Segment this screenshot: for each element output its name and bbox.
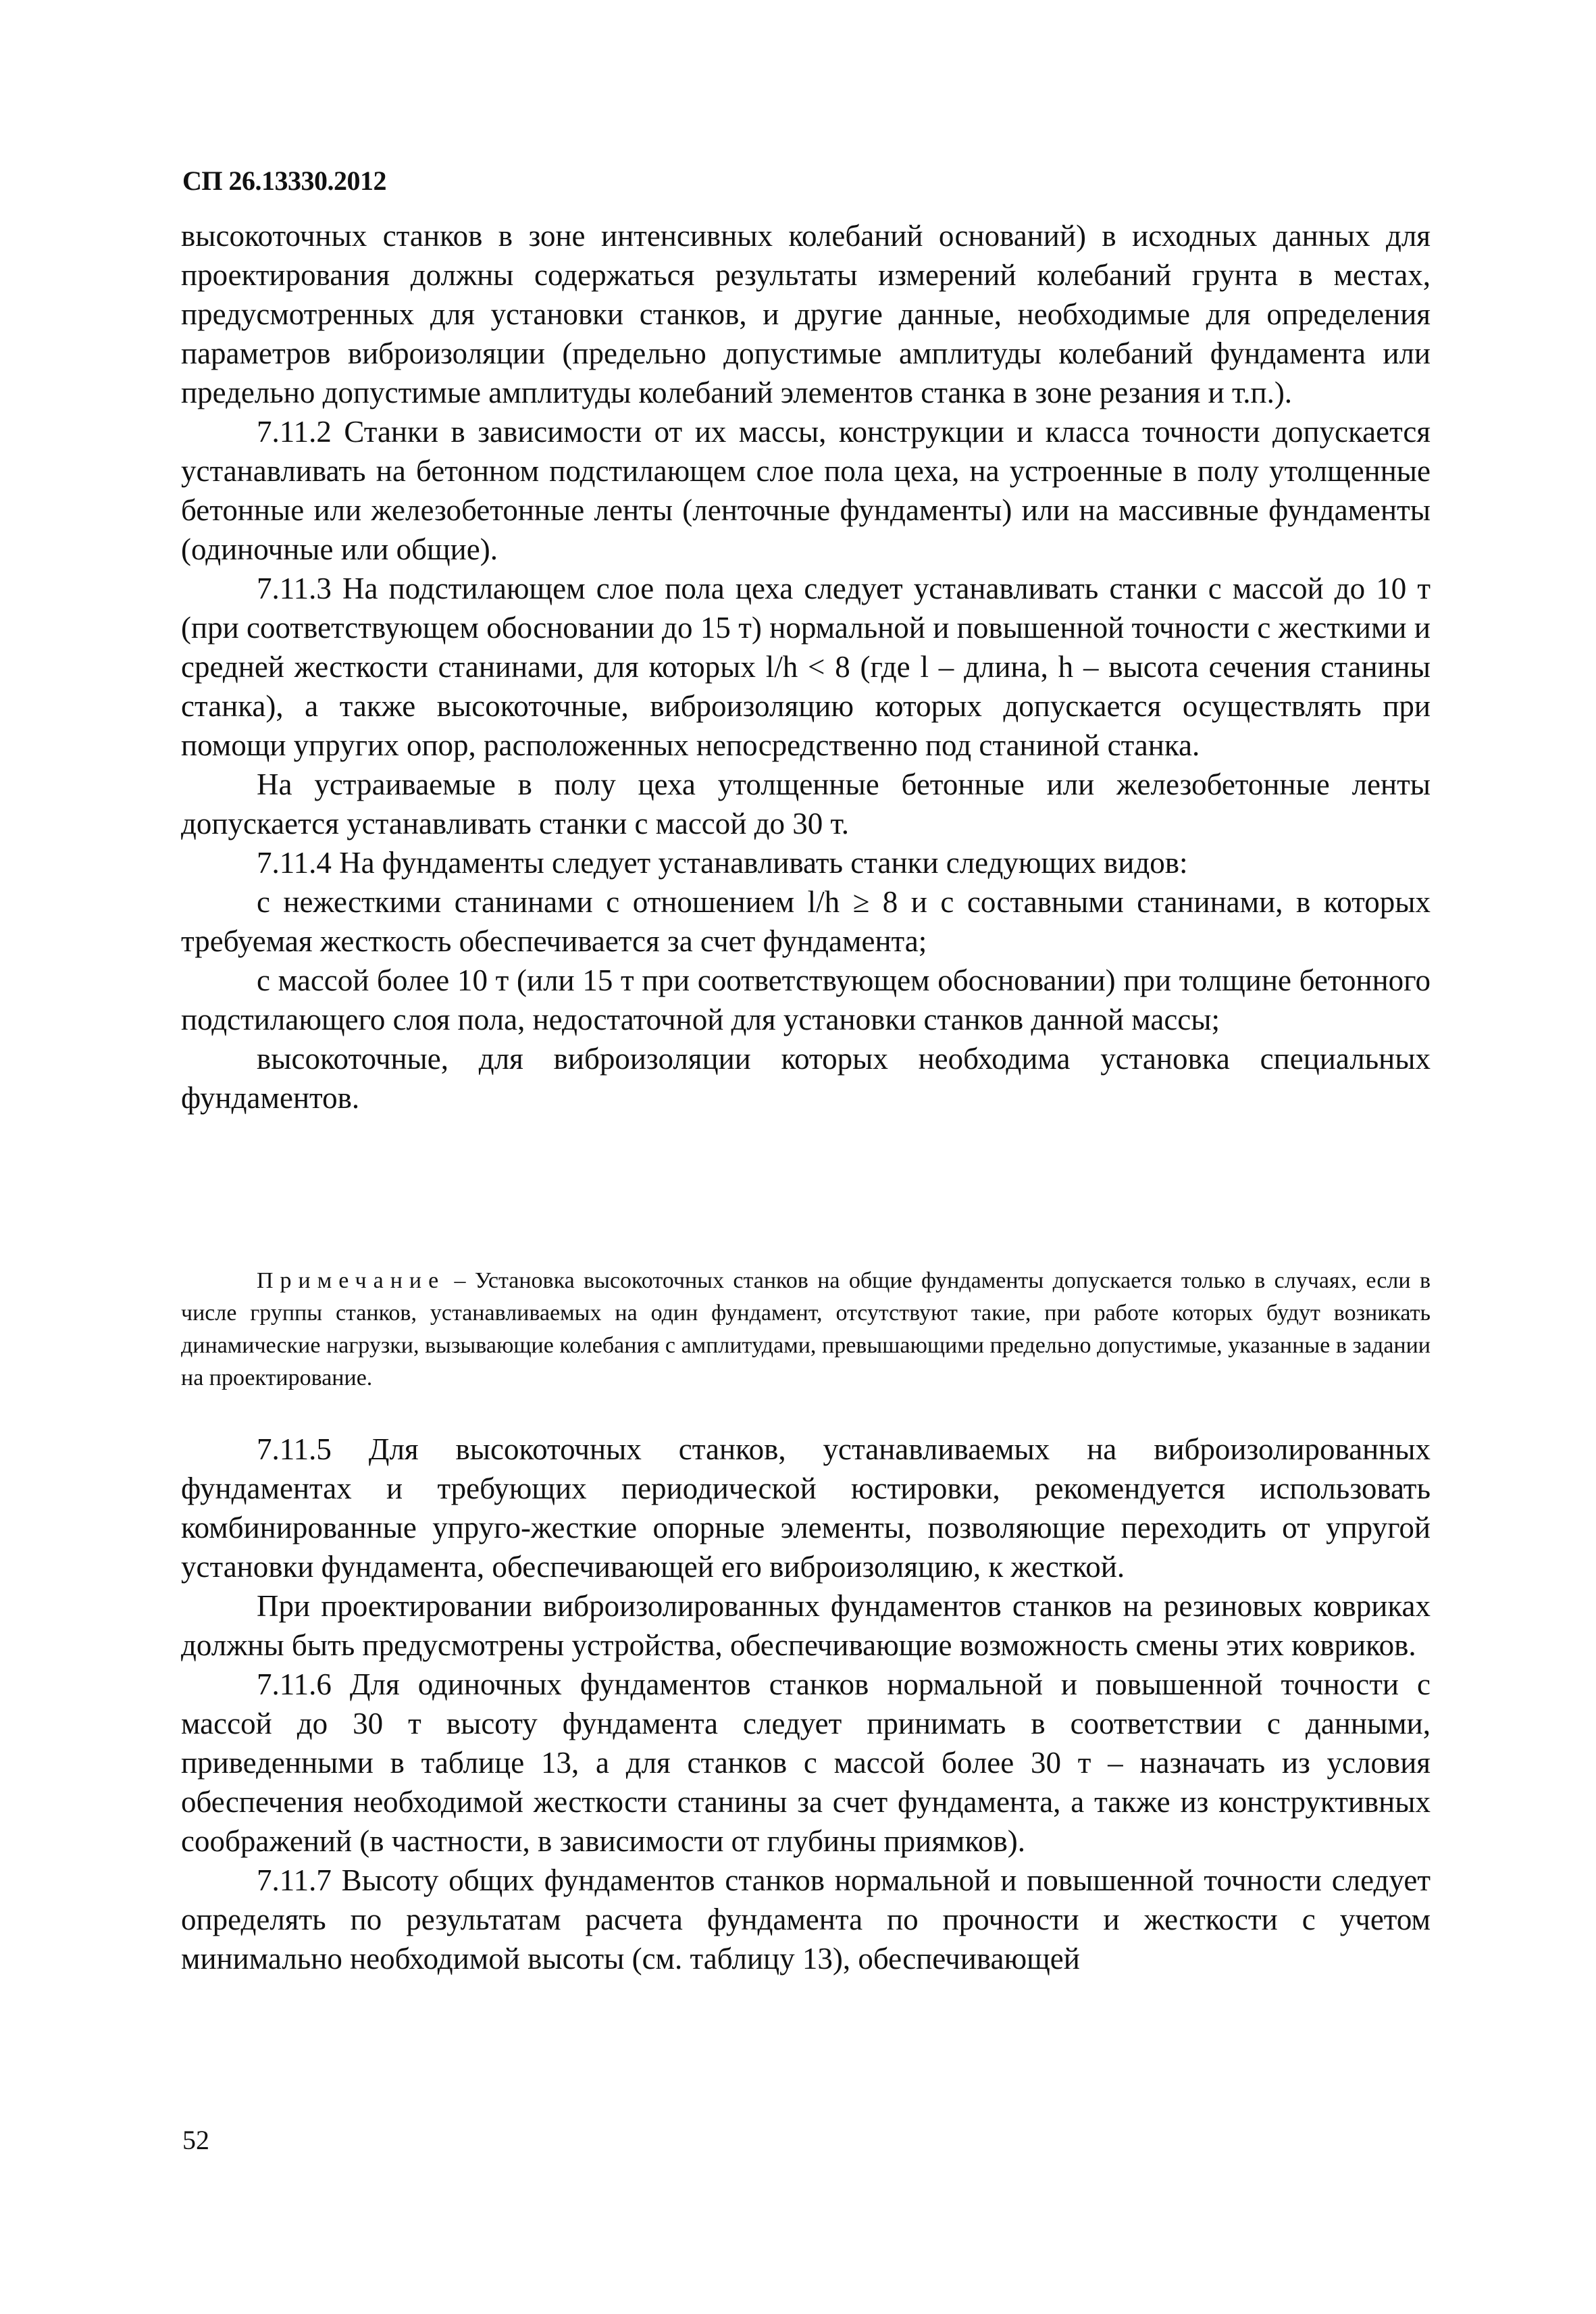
page-number: 52	[182, 2125, 209, 2155]
paragraph-rubber-mats: При проектировании виброизолированных фундаментов станков на резиновых ковриках должны быть предусмотрены устройства, обеспечивающие возможность смены этих ковриков.	[181, 1589, 1431, 1662]
note-label: Примечание	[257, 1268, 446, 1293]
list-item-nonrigid-beds: с нежесткими станинами с отношением l/h ≥ 8 и с составными станинами, в которых требуемая жесткость обеспечивается за счет фундамента;	[181, 885, 1431, 958]
body-text-block-1	[181, 216, 1431, 1117]
paragraph-continuation: высокоточных станков в зоне интенсивных колебаний оснований) в исходных данных для проектирования должны содержаться результаты измерений колебаний грунта в местах, предусмотренных для установки станков, и другие данные, необходимые для определения параметров виброизоляции (предельно допустимые амплитуды колебаний фундамента или предельно допустимые амплитуды колебаний элементов станка в зоне резания и т.п.).	[181, 219, 1431, 409]
paragraph-7-11-4: 7.11.4 На фундаменты следует устанавливать станки следующих видов:	[257, 846, 1188, 880]
paragraph-ribbons: На устраиваемые в полу цеха утолщенные бетонные или железобетонные ленты допускается устанавливать станки с массой до 30 т.	[181, 768, 1431, 840]
paragraph-7-11-5: 7.11.5 Для высокоточных станков, устанавливаемых на виброизолированных фундаментах и требующих периодической юстировки, рекомендуется использовать комбинированные упруго-жесткие опорные элементы, позволяющие переходить от упругой установки фундамента, обеспечивающей его виброизоляцию, к жесткой.	[181, 1432, 1431, 1584]
paragraph-7-11-7: 7.11.7 Высоту общих фундаментов станков нормальной и повышенной точности следует определять по результатам расчета фундамента по прочности и жесткости с учетом минимально необходимой высоты (см. таблицу 13), обеспечивающей	[181, 1863, 1431, 1976]
body-text-block-2	[181, 1430, 1431, 1978]
paragraph-7-11-2: 7.11.2 Станки в зависимости от их массы, конструкции и класса точности допускается устанавливать на бетонном подстилающем слое пола цеха, на устроенные в полу утолщенные бетонные или железобетонные ленты (ленточные фундаменты) или на массивные фундаменты (одиночные или общие).	[181, 415, 1431, 566]
note-text: – Установка высокоточных станков на общие фундаменты допускается только в случаях, если в числе группы станков, устанавливаемых на один фундамент, отсутствуют такие, при работе которых будут возникать динамические нагрузки, вызывающие колебания с амплитудами, превышающими предельно допустимые, указанные в задании на проектирование.	[181, 1268, 1431, 1390]
document-code: СП 26.13330.2012	[182, 166, 386, 196]
paragraph-7-11-3: 7.11.3 На подстилающем слое пола цеха следует устанавливать станки с массой до 10 т (при соответствующем обосновании до 15 т) нормальной и повышенной точности с жесткими и средней жесткости станинами, для которых l/h < 8 (где l – длина, h – высота сечения станины станка), а также высокоточные, виброизоляцию которых допускается осуществлять при помощи упругих опор, расположенных непосредственно под станиной станка.	[181, 572, 1431, 762]
note-block	[181, 1265, 1431, 1394]
list-item-mass-over-10t: с массой более 10 т (или 15 т при соответствующем обосновании) при толщине бетонного подстилающего слоя пола, недостаточной для установки станков данной массы;	[181, 963, 1431, 1036]
list-item-high-precision: высокоточные, для виброизоляции которых необходима установка специальных фундаментов.	[181, 1042, 1431, 1115]
paragraph-7-11-6: 7.11.6 Для одиночных фундаментов станков нормальной и повышенной точности с массой до 30 т высоту фундамента следует принимать в соответствии с данными, приведенными в таблице 13, а для станков с массой более 30 т – назначать из условия обеспечения необходимой жесткости станины за счет фундамента, а также из конструктивных соображений (в частности, в зависимости от глубины приямков).	[181, 1667, 1431, 1858]
